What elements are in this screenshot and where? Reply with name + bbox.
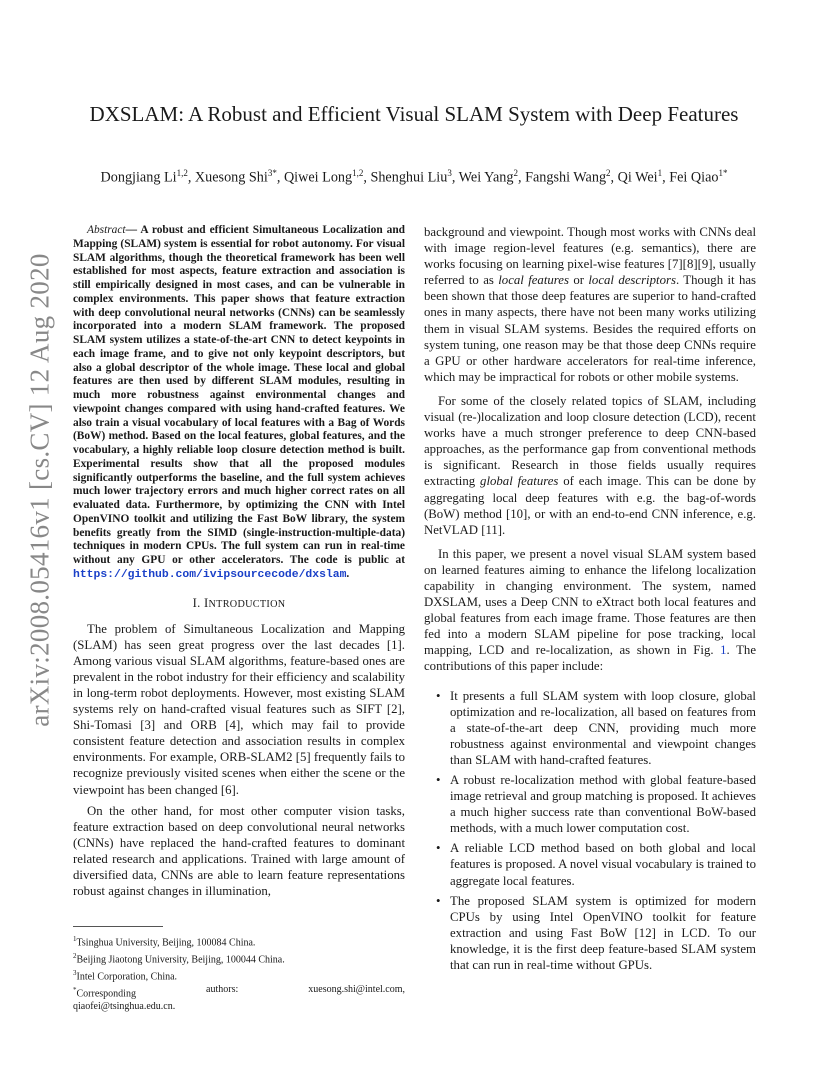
p3-text-a: background and viewpoint. Though most works with CNNs deal with image region-level features (e.g. semantics), there are works focusing on learning pixel-wise features [7][8][9], usually referred to as (424, 225, 756, 288)
intro-paragraph-4 (424, 393, 756, 538)
footnote-2-mark: 2 (73, 951, 77, 960)
footnote-corresponding (73, 984, 405, 1001)
footnote-corr-left (73, 984, 136, 1001)
footnote-email-2[interactable]: qiaofei@tsinghua.edu.cn. (73, 1000, 176, 1012)
p3-em-local-features: local features (498, 273, 569, 288)
p3-em-local-descriptors: local descriptors (588, 273, 676, 288)
intro-paragraph-5 (424, 546, 756, 675)
author-name: Shenghui Liu (370, 169, 448, 186)
bullet-icon: • (436, 893, 441, 908)
arxiv-sidebar (20, 253, 60, 727)
arxiv-identifier: arXiv:2008.05416v1 [cs.CV] 12 Aug 2020 (24, 253, 55, 727)
author-list (50, 164, 778, 187)
footnote-1-text: Tsinghua University, Beijing, 100084 China. (76, 937, 256, 949)
list-item (424, 688, 756, 768)
author-name: Qiwei Long (283, 169, 353, 186)
author-separator: , (187, 169, 195, 186)
author-affiliation: 2 (606, 168, 611, 178)
abstract-dash: — (125, 224, 141, 236)
author-affiliation: 3* (267, 168, 277, 178)
author-name: Dongjiang Li (100, 169, 177, 186)
section-first-letter: I (204, 595, 209, 610)
author-name: Wei Yang (458, 169, 514, 186)
right-column (424, 224, 756, 977)
footnote-divider (73, 926, 163, 927)
footnote-email-1[interactable]: xuesong.shi@intel.com, (308, 983, 405, 995)
p4-text-a: For some of the closely related topics of SLAM, including visual (re-)localization and loop closure detection (LCD), recent works have a much stronger preference to deep CNN-based approaches, as the performance gap from conventional methods is significant. Research in those fields usually requires extracting (424, 393, 756, 489)
list-item-text: The proposed SLAM system is optimized for modern CPUs by using Intel OpenVINO toolkit for feature extraction and using Fast BoW [12] in LCD. To our knowledge, it is the first deep feature-based SLAM system that can run in real-time without GPUs. (450, 893, 756, 973)
footnote-3-text: Intel Corporation, China. (76, 971, 178, 983)
contribution-list (424, 688, 756, 974)
intro-paragraph-3 (424, 224, 756, 385)
abstract-end: . (346, 567, 350, 580)
author-separator: , (363, 169, 371, 186)
bullet-icon: • (436, 773, 441, 787)
footnote-4-word-1: Corresponding (76, 988, 136, 1000)
intro-paragraph-2: On the other hand, for most other computer vision tasks, feature extraction based on deep convolutional neural networks (CNNs) have replaced the hand-crafted features to dominant related research and applications. Trained with large amount of diversified data, CNNs are able to learn feature representations robust against changes in illumination, (73, 803, 405, 899)
author-name: Xuesong Shi (194, 169, 268, 186)
p3-text-c: . Though it has been shown that those deep features are superior to hand-crafted ones in many aspects, there have not been many works utilizing them in visual SLAM systems. Besides the required efforts on system tuning, one reason may be that those deep CNNs require a GPU or other hardware accelerators for real-time inference, which may be impractical for robots or other mobile systems. (424, 273, 757, 384)
abstract-text: A robust and efficient Simultaneous Localization and Mapping (SLAM) system is essential for robot autonomy. For visual SLAM algorithms, though the theoretical framework has been well established for most aspects, feature extraction and association is still empirically designed in most cases, and can be vulnerable in complex environments. This paper shows that feature extraction with deep convolutional neural networks (CNNs) can be seamlessly incorporated into a modern SLAM framework. The proposed SLAM system utilizes a state-of-the-art CNN to detect keypoints in each image frame, and to give not only keypoint descriptors, but also a global descriptor of the whole image. These local and global features are then used by different SLAM modules, resulting in much more robustness against environmental changes and viewpoint changes compared with using hand-crafted features. We also train a visual vocabulary of local features with a Bag of Words (BoW) method. Based on the local features, global features, and the vocabulary, a highly reliable loop closure detection method is built. Experimental results show that all the proposed modules significantly outperforms the baseline, and the full system achieves much lower trajectory errors and much higher correct rates on all evaluated data. Furthermore, by optimizing the CNN with Intel OpenVINO toolkit and utilizing the Fast BoW library, the system benefits greatly from the SIMD (single-instruction-multiple-data) techniques in modern CPUs. The full system can run in real-time without any GPU or other accelerators. The code is public at (73, 224, 405, 566)
author-name: Fangshi Wang (525, 169, 607, 186)
p5-text-b: . The contributions of this paper include: (424, 643, 756, 674)
section-heading-introduction (73, 595, 405, 613)
intro-paragraph-1: The problem of Simultaneous Localization and Mapping (SLAM) has seen great progress over the last decades [1]. Among various visual SLAM algorithms, feature-based ones are prevalent in the robot industry for their efficiency and scalability in long-term robot deployments. However, most existing SLAM systems rely on hand-crafted visual features such as SIFT [2], Shi-Tomasi [3] and ORB [4], which may fail to provide consistent feature detection and association results in complex environments. For example, ORB-SLAM2 [5] frequently fails to recognize previously visited scenes when either the scene or the viewpoint has been changed [6]. (73, 621, 405, 797)
author-separator: , (451, 169, 459, 186)
list-item-text: A robust re-localization method with global feature-based image retrieval and group matching is proposed. It achieves a much higher success rate than conventional BoW-based methods, with a much lower computation cost. (450, 773, 756, 836)
footnotes (73, 926, 405, 1013)
list-item (424, 893, 756, 973)
bullet-icon: • (436, 841, 441, 856)
p4-em-global-features: global features (480, 474, 559, 489)
section-numeral: I. (192, 595, 205, 610)
footnote-1 (73, 933, 405, 950)
abstract (73, 224, 405, 583)
list-item (424, 772, 756, 836)
p4-text-b: of each image. This can be done by aggregating local deep features with e.g. the bag-of-words (BoW) method [10], or with an end-to-end CNN inference, e.g. NetVLAD [11]. (424, 474, 757, 537)
bullet-icon: • (436, 688, 441, 703)
author-separator: , (662, 169, 670, 186)
footnote-1-mark: 1 (73, 935, 77, 943)
figure-ref-link[interactable]: 1 (720, 643, 727, 658)
author-name: Qi Wei (617, 169, 658, 186)
footnote-3 (73, 967, 405, 984)
list-item-text: A reliable LCD method based on both global and local features is proposed. A novel visual vocabulary is trained to aggregate local features. (450, 841, 756, 888)
author-separator: , (610, 169, 618, 186)
list-item (424, 840, 756, 888)
author-name: Fei Qiao (669, 169, 719, 186)
author-affiliation: 1* (718, 168, 728, 178)
author-separator: , (517, 169, 526, 186)
abstract-label: Abstract (87, 224, 126, 236)
list-item-text: It presents a full SLAM system with loop closure, global optimization and re-localization, all based on features from a state-of-the-art deep CNN, providing much more robustness against environmental and viewpoint changes than SLAM with hand-crafted features. (450, 688, 756, 767)
author-affiliation: 1 (657, 168, 663, 178)
code-link[interactable]: https://github.com/ivipsourcecode/dxslam (73, 568, 347, 581)
paper-title: DXSLAM: A Robust and Efficient Visual SLAM System with Deep Features (89, 102, 739, 126)
footnote-4-word-2: authors: (206, 983, 239, 995)
footnote-2 (73, 950, 405, 967)
footnote-2-text: Beijing Jiaotong University, Beijing, 100044 China. (76, 954, 285, 966)
author-separator: , (276, 169, 284, 186)
footnote-4-mark: * (73, 985, 77, 994)
p5-text-a: In this paper, we present a novel visual SLAM system based on learned features aiming to enhance the lifelong localization capability in changing environment. The system, named DXSLAM, uses a Deep CNN to eXtract both local features and global features from each image frame. Those features are then fed into a modern SLAM pipeline for pose tracking, local mapping, LCD and re-localization, as shown in Fig. (424, 546, 756, 658)
left-column (73, 224, 405, 899)
author-affiliation: 2 (513, 168, 518, 178)
p3-text-b: or (568, 273, 589, 288)
author-affiliation: 1,2 (352, 168, 364, 178)
author-affiliation: 1,2 (176, 168, 188, 178)
footnote-3-mark: 3 (73, 968, 77, 977)
author-affiliation: 3 (447, 168, 452, 178)
section-rest: NTRODUCTION (208, 598, 286, 610)
